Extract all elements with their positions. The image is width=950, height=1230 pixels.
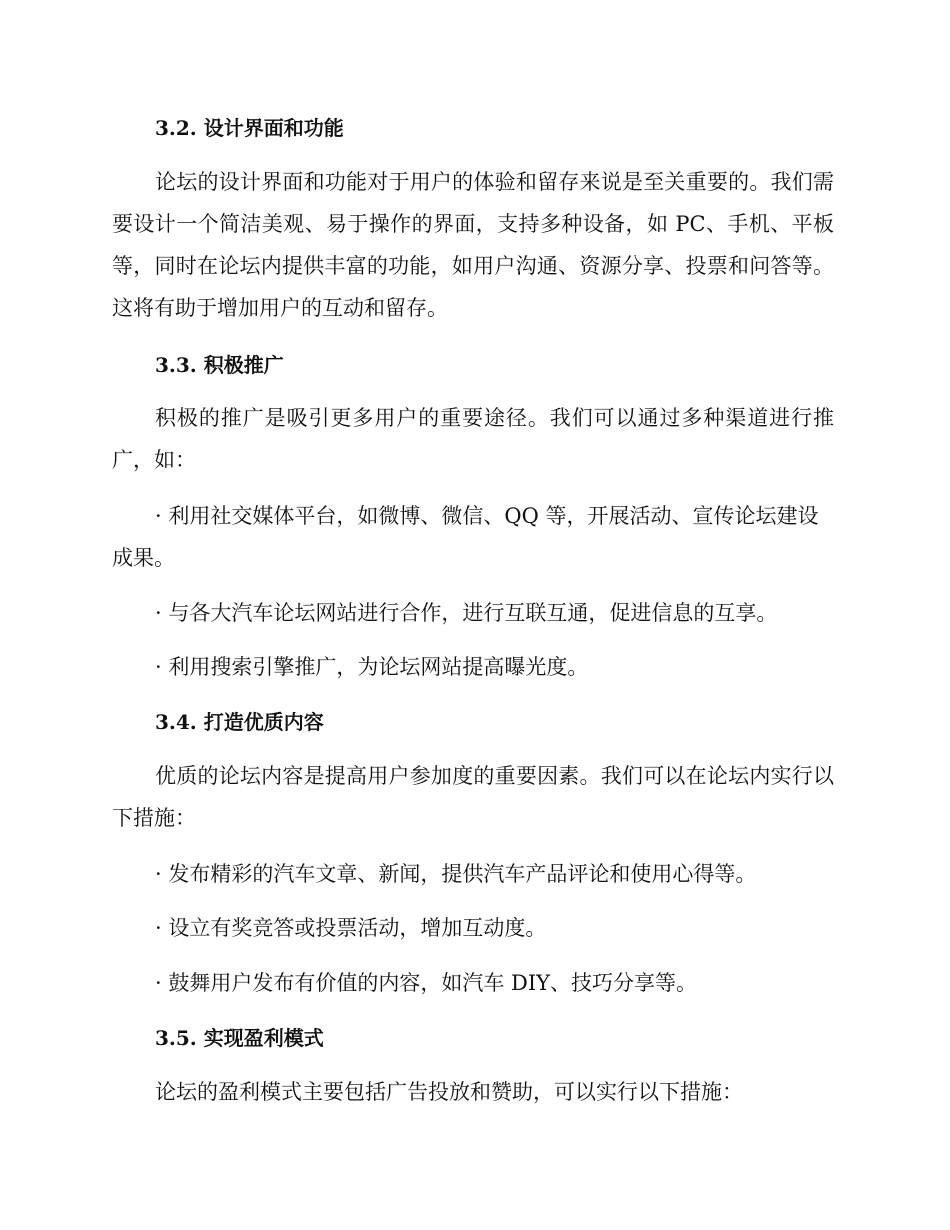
bullet-item: · 发布精彩的汽车文章、新闻，提供汽车产品评论和使用心得等。: [155, 862, 757, 886]
section-paragraph-3-3: 积极的推广是吸引更多用户的重要途径。我们可以通过多种渠道进行推广，如：: [112, 406, 834, 472]
section-heading-3-3: 3.3. 积极推广: [155, 353, 284, 377]
bullet-item: · 与各大汽车论坛网站进行合作，进行互联互通，促进信息的互享。: [155, 601, 778, 625]
section-heading-3-4: 3.4. 打造优质内容: [155, 710, 324, 734]
section-paragraph-3-4: 优质的论坛内容是提高用户参加度的重要因素。我们可以在论坛内实行以下措施：: [112, 764, 834, 830]
section-heading-3-5: 3.5. 实现盈利模式: [155, 1026, 324, 1050]
bullet-item: · 利用搜索引擎推广，为论坛网站提高曝光度。: [155, 655, 589, 679]
section-heading-3-2: 3.2. 设计界面和功能: [155, 116, 344, 140]
section-paragraph-3-2: 论坛的设计界面和功能对于用户的体验和留存来说是至关重要的。我们需要设计一个简洁美观、易于操作的界面，支持多种设备，如 PC、手机、平板等，同时在论坛内提供丰富的功能，如用户沟通、资源分享、投票和问答等。这将有助于增加用户的互动和留存。: [112, 170, 834, 320]
bullet-item: · 设立有奖竞答或投票活动，增加互动度。: [155, 916, 547, 940]
bullet-item: · 鼓舞用户发布有价值的内容，如汽车 DIY、技巧分享等。: [155, 971, 698, 995]
section-paragraph-3-5: 论坛的盈利模式主要包括广告投放和赞助，可以实行以下措施：: [155, 1080, 743, 1104]
bullet-item: · 利用社交媒体平台，如微博、微信、QQ 等，开展活动、宣传论坛建设成果。: [112, 504, 819, 570]
